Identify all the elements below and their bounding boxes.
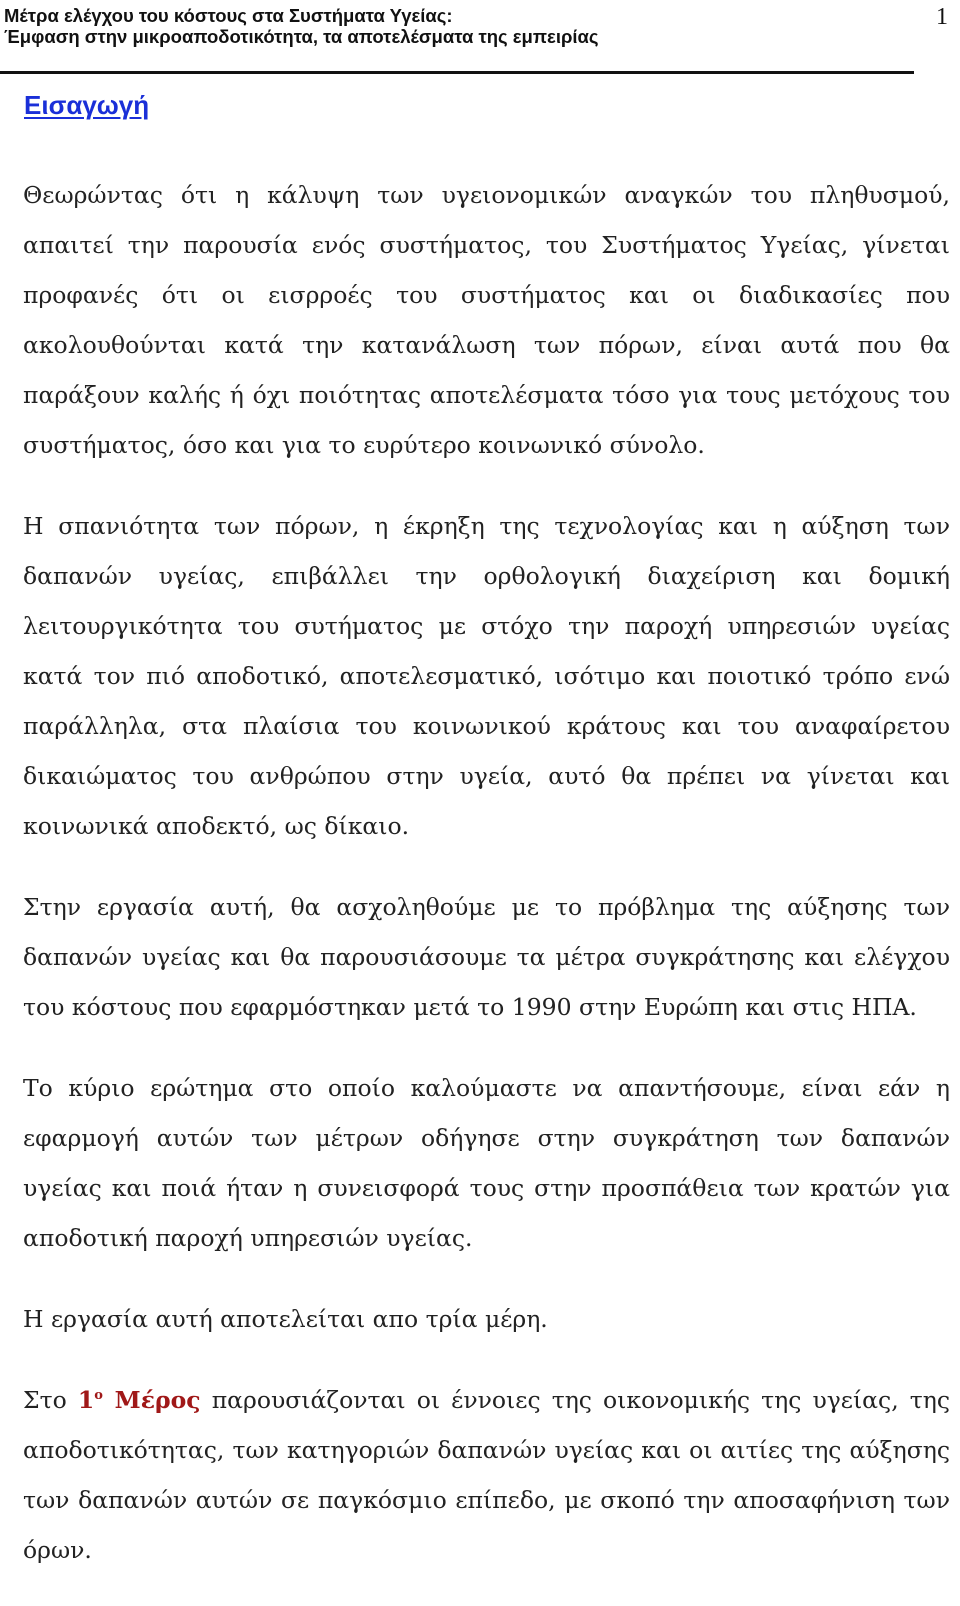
section-heading-introduction: Εισαγωγή	[24, 90, 150, 120]
header-title-line-1: Μέτρα ελέγχου του κόστους στα Συστήματα Υγείας:	[4, 5, 453, 26]
page-number: 1	[936, 4, 948, 30]
part-word: Μέρος	[102, 1386, 201, 1414]
part-number: 1	[77, 1386, 95, 1414]
paragraph-6-rest: παρουσιάζονται οι έννοιες της οικονομικής της υγείας, της αποδοτικότητας, των κατηγοριών δαπανών υγείας και οι αιτίες της αύξησης των δαπανών αυτών σε παγκόσμιο επίπεδο, με σκοπό την αποσαφήνιση των όρων.	[23, 1386, 951, 1564]
document-body	[23, 170, 950, 1606]
paragraph-5: Η εργασία αυτή αποτελείται απο τρία μέρη.	[23, 1305, 548, 1333]
page-header	[0, 0, 960, 76]
paragraph-3: Στην εργασία αυτή, θα ασχοληθούμε με το πρόβλημα της αύξησης των δαπανών υγείας και θα παρουσιάσουμε τα μέτρα συγκράτησης και ελέγχου του κόστους που εφαρμόστηκαν μετά το 1990 στην Ευρώπη και στις ΗΠΑ.	[23, 893, 950, 1021]
paragraph-6	[23, 1375, 950, 1575]
paragraph-6-lead: Στο	[23, 1386, 78, 1414]
header-divider	[0, 71, 914, 74]
paragraph-1: Θεωρώντας ότι η κάλυψη των υγειονομικών αναγκών του πληθυσμού, απαιτεί την παρουσία ενός συστήματος, του Συστήματος Υγείας, γίνεται προφανές ότι οι εισρροές του συστήματος και οι διαδικασίες που ακολουθούνται κατά την κατανάλωση των πόρων, είναι αυτά που θα παράξουν καλής ή όχι ποιότητας αποτελέσματα τόσο για τους μετόχους του συστήματος, όσο και για το ευρύτερο κοινωνικό σύνολο.	[23, 181, 950, 459]
paragraph-4: Το κύριο ερώτημα στο οποίο καλούμαστε να απαντήσουμε, είναι εάν η εφαρμογή αυτών των μέτρων οδήγησε στην συγκράτηση των δαπανών υγείας και ποιά ήταν η συνεισφορά τους στην προσπάθεια των κρατών για αποδοτική παροχή υπηρεσιών υγείας.	[23, 1074, 950, 1252]
header-title-line-2: Έμφαση στην μικροαποδοτικότητα, τα αποτελέσματα της εμπειρίας	[4, 26, 599, 47]
part-ordinal-superscript: ο	[94, 1388, 103, 1403]
part-one-label	[78, 1386, 201, 1414]
paragraph-2: Η σπανιότητα των πόρων, η έκρηξη της τεχνολογίας και η αύξηση των δαπανών υγείας, επιβάλλει την ορθολογική διαχείριση και δομική λειτουργικότητα του συτήματος με στόχο την παροχή υπηρεσιών υγείας κατά τον πιό αποδοτικό, αποτελεσματικό, ισότιμο και ποιοτικό τρόπο ενώ παράλληλα, στα πλαίσια του κοινωνικού κράτους και του αναφαίρετου δικαιώματος του ανθρώπου στην υγεία, αυτό θα πρέπει να γίνεται και κοινωνικά αποδεκτό, ως δίκαιο.	[23, 512, 950, 840]
